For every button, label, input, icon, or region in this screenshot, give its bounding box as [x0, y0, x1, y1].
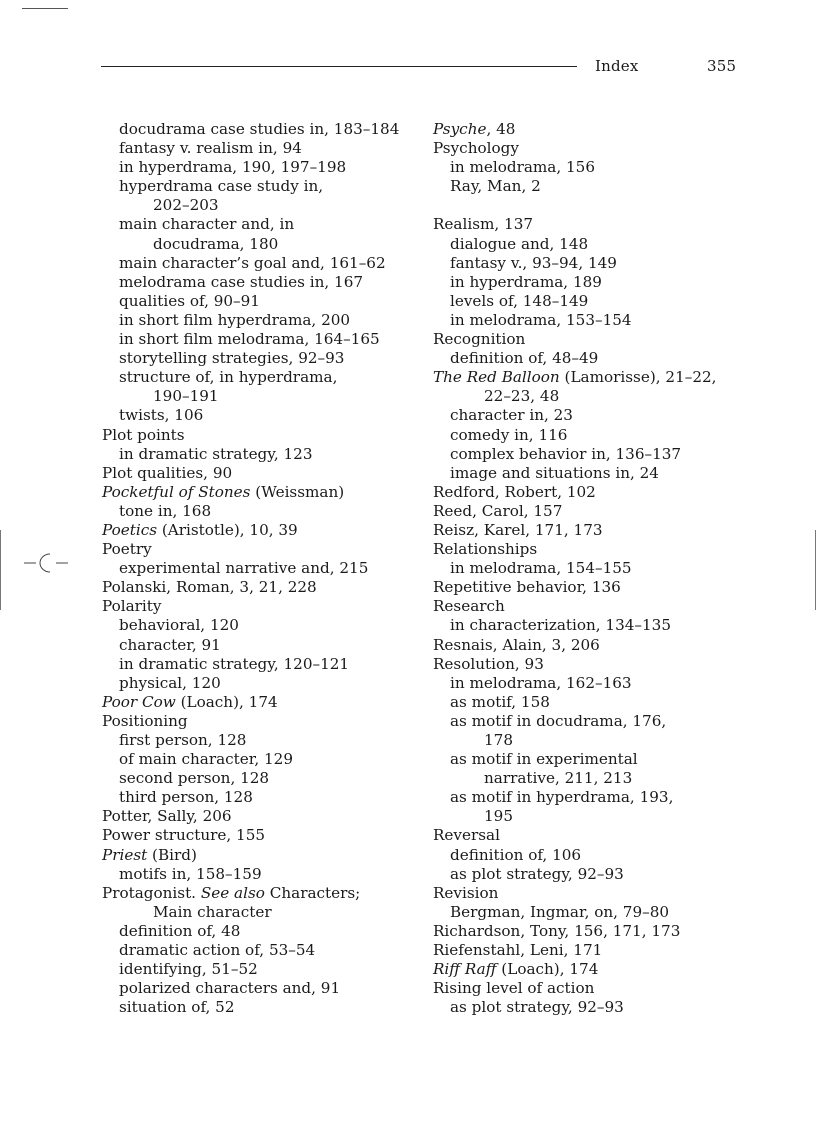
index-entry: Psyche, 48 — [433, 120, 516, 138]
index-entry: Plot points — [102, 425, 185, 444]
index-subentry: character, 91 — [119, 635, 221, 654]
index-subentry: hyperdrama case study in, — [119, 177, 324, 196]
index-subentry: character in, 23 — [450, 406, 573, 425]
index-entry: Reed, Carol, 157 — [433, 501, 563, 520]
index-entry: Pocketful of Stones (Weissman) — [102, 482, 345, 501]
index-subentry: storytelling strategies, 92–93 — [119, 349, 345, 368]
index-subentry: comedy in, 116 — [450, 425, 568, 444]
index-subentry: definition of, 48 — [119, 921, 241, 940]
index-entry: Repetitive behavior, 136 — [433, 578, 621, 597]
index-subentry: 195 — [484, 807, 513, 826]
index-subentry: as motif in hyperdrama, 193, — [450, 788, 674, 807]
index-entry: Realism, 137 — [433, 215, 534, 234]
index-subentry: as motif in docudrama, 176, — [450, 711, 667, 730]
index-entry: Poetics (Aristotle), 10, 39 — [102, 520, 298, 539]
index-entry: Protagonist. See also Characters; — [102, 883, 361, 902]
index-subentry: docudrama, 180 — [153, 234, 279, 253]
index-subentry: 178 — [484, 731, 513, 749]
index-subentry: in dramatic strategy, 120–121 — [119, 654, 350, 673]
index-entry: Riefenstahl, Leni, 171 — [433, 941, 603, 960]
index-subentry: image and situations in, 24 — [450, 463, 659, 482]
index-subentry: in characterization, 134–135 — [450, 616, 672, 635]
index-subentry: narrative, 211, 213 — [484, 769, 633, 788]
running-head-title: Index — [595, 57, 639, 75]
index-subentry: of main character, 129 — [119, 750, 294, 769]
index-subentry: experimental narrative and, 215 — [119, 559, 369, 578]
index-subentry: as motif in experimental — [450, 750, 638, 769]
index-entry: Rising level of action — [433, 979, 595, 998]
index-subentry: qualities of, 90–91 — [119, 291, 260, 310]
index-entry: Revision — [433, 883, 499, 902]
index-entry: Redford, Robert, 102 — [433, 482, 596, 501]
index-entry: Reversal — [433, 826, 500, 845]
index-entry: Reisz, Karel, 171, 173 — [433, 520, 603, 539]
index-entry: Positioning — [102, 711, 188, 730]
index-column-right — [433, 120, 753, 1017]
index-subentry: in melodrama, 154–155 — [450, 559, 632, 578]
index-column-left — [102, 120, 420, 1017]
index-subentry: in short film hyperdrama, 200 — [119, 310, 351, 329]
index-subentry: 190–191 — [153, 387, 219, 406]
index-subentry: dialogue and, 148 — [450, 234, 589, 253]
index-subentry: identifying, 51–52 — [119, 960, 258, 979]
index-subentry: in hyperdrama, 189 — [450, 272, 602, 291]
index-subentry: tone in, 168 — [119, 501, 212, 520]
blank-line — [433, 196, 753, 215]
index-subentry: main character and, in — [119, 215, 295, 234]
index-subentry: fantasy v., 93–94, 149 — [450, 253, 617, 272]
index-subentry: in hyperdrama, 190, 197–198 — [119, 158, 347, 177]
index-subentry: in dramatic strategy, 123 — [119, 444, 313, 463]
index-entry: Relationships — [433, 540, 538, 559]
index-entry: Polanski, Roman, 3, 21, 228 — [102, 578, 317, 597]
index-subentry: in melodrama, 153–154 — [450, 310, 632, 329]
index-subentry: first person, 128 — [119, 731, 247, 749]
left-edge-mark — [0, 530, 1, 610]
index-entry: The Red Balloon (Lamorisse), 21–22, — [433, 368, 717, 387]
index-subentry: as motif, 158 — [450, 692, 550, 711]
index-subentry: levels of, 148–149 — [450, 291, 589, 310]
index-entry: Potter, Sally, 206 — [102, 807, 232, 826]
page-number: 355 — [707, 57, 737, 75]
index-entry: Richardson, Tony, 156, 171, 173 — [433, 921, 681, 940]
header-rule — [101, 66, 577, 67]
index-subentry: complex behavior in, 136–137 — [450, 444, 682, 463]
index-subentry: physical, 120 — [119, 673, 221, 692]
index-subentry: as plot strategy, 92–93 — [450, 998, 624, 1017]
index-subentry: main character’s goal and, 161–62 — [119, 253, 386, 272]
index-subentry: second person, 128 — [119, 769, 270, 788]
index-subentry: situation of, 52 — [119, 998, 235, 1017]
crop-mark-line — [22, 8, 68, 9]
index-subentry: fantasy v. realism in, 94 — [119, 139, 302, 158]
index-entry: Psychology — [433, 139, 519, 158]
index-subentry: polarized characters and, 91 — [119, 979, 341, 998]
index-subentry: Bergman, Ingmar, on, 79–80 — [450, 902, 670, 921]
index-subentry: structure of, in hyperdrama, — [119, 368, 338, 387]
index-entry: Research — [433, 597, 505, 616]
index-subentry: Ray, Man, 2 — [450, 177, 541, 196]
index-entry: Polarity — [102, 597, 162, 616]
index-entry: Plot qualities, 90 — [102, 463, 233, 482]
index-subentry: definition of, 48–49 — [450, 349, 599, 368]
index-subentry: twists, 106 — [119, 406, 204, 425]
index-subentry: third person, 128 — [119, 788, 253, 807]
index-entry: Riff Raff (Loach), 174 — [433, 960, 599, 979]
index-subentry: 202–203 — [153, 196, 219, 215]
index-subentry: motifs in, 158–159 — [119, 864, 262, 883]
index-subentry: behavioral, 120 — [119, 616, 239, 635]
index-subentry: 22–23, 48 — [484, 387, 560, 406]
index-subentry: definition of, 106 — [450, 845, 582, 864]
registration-mark-icon — [24, 550, 68, 576]
index-entry: Resnais, Alain, 3, 206 — [433, 635, 600, 654]
index-subentry: in melodrama, 156 — [450, 158, 595, 177]
index-entry: Poor Cow (Loach), 174 — [102, 692, 278, 711]
index-subentry: melodrama case studies in, 167 — [119, 272, 364, 291]
index-entry: Power structure, 155 — [102, 826, 266, 845]
index-entry: Resolution, 93 — [433, 654, 544, 673]
index-entry: Priest (Bird) — [102, 845, 197, 864]
index-subentry: in short film melodrama, 164–165 — [119, 330, 380, 349]
index-subentry: dramatic action of, 53–54 — [119, 941, 316, 960]
index-subentry: Main character — [153, 902, 272, 921]
index-subentry: docudrama case studies in, 183–184 — [119, 120, 400, 138]
index-entry: Poetry — [102, 540, 152, 559]
index-entry: Recognition — [433, 330, 526, 349]
index-subentry: as plot strategy, 92–93 — [450, 864, 624, 883]
index-subentry: in melodrama, 162–163 — [450, 673, 632, 692]
